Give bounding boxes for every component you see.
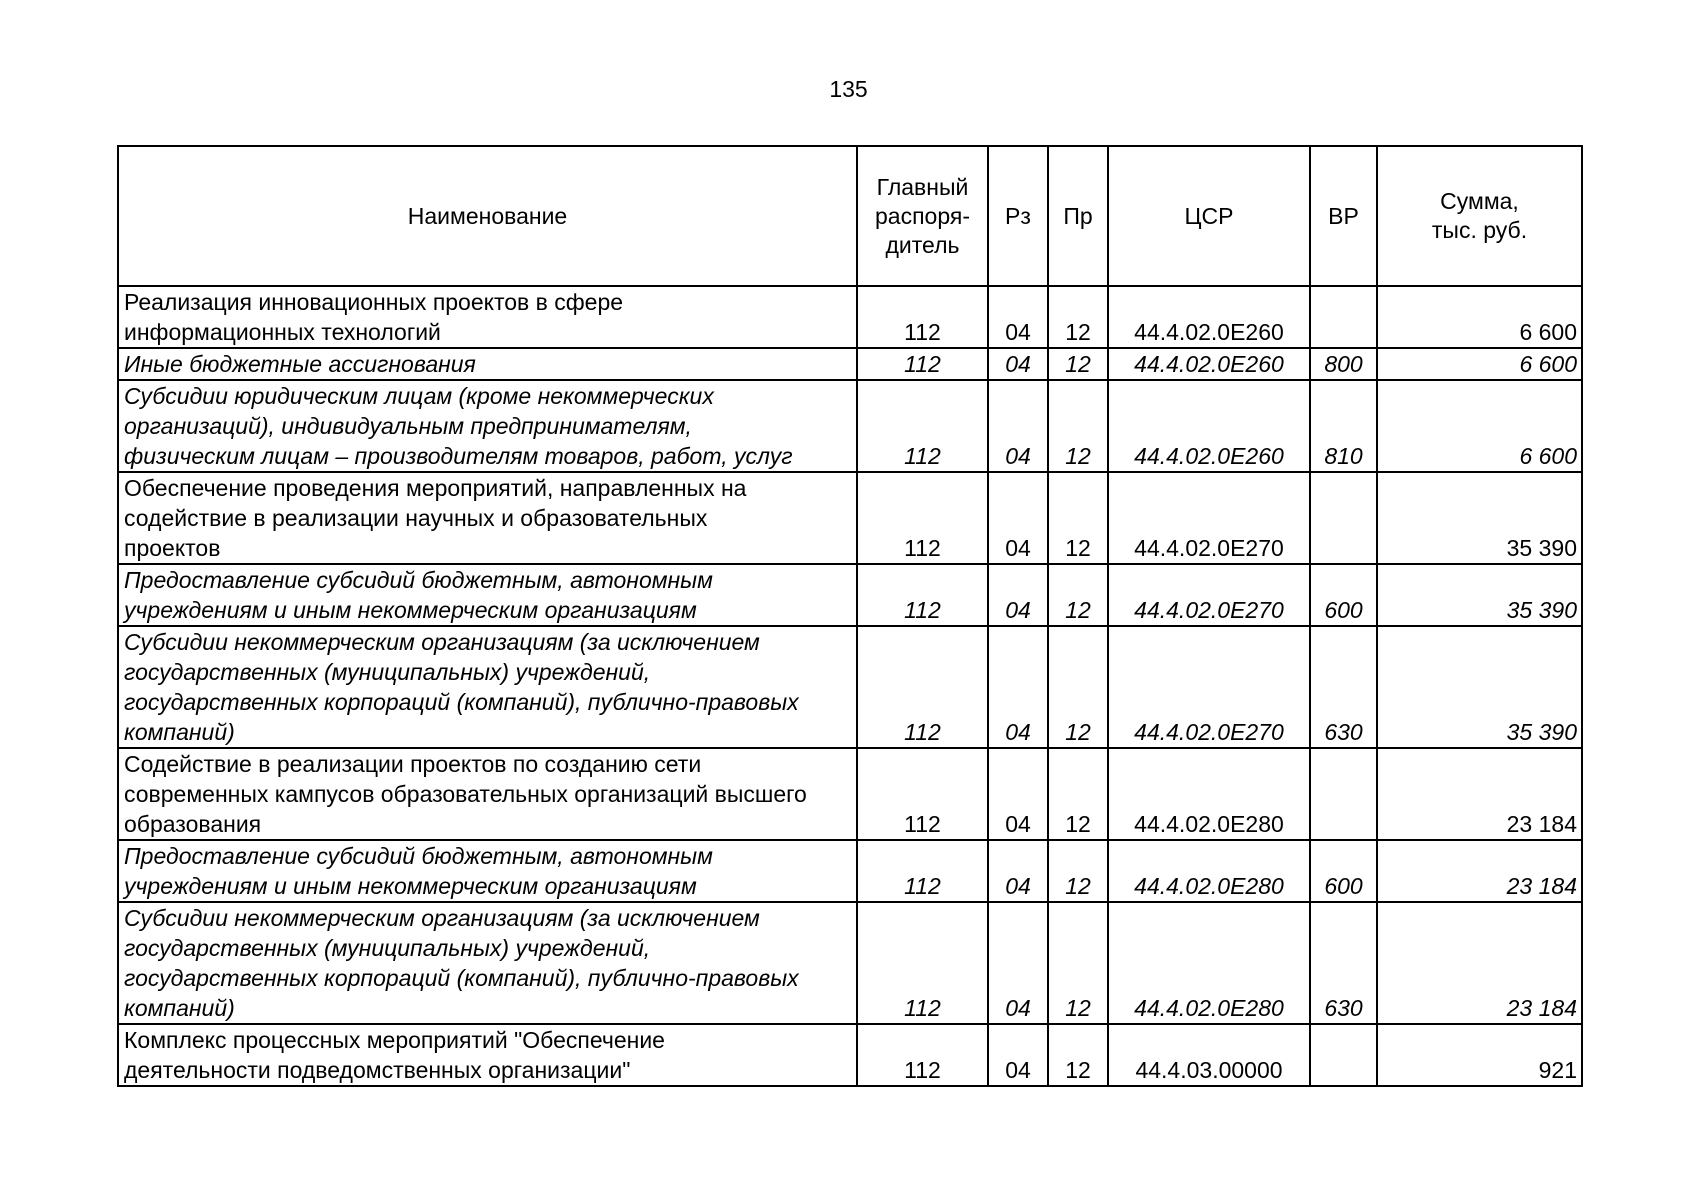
table-row [118, 564, 1582, 626]
col-header-vr: ВР [1310, 146, 1377, 286]
table-body [118, 286, 1582, 1086]
cell-vr: 800 [1310, 348, 1377, 380]
cell-gl: 112 [857, 1024, 988, 1086]
table-row [118, 902, 1582, 1024]
col-header-pr: Пр [1048, 146, 1108, 286]
cell-gl: 112 [857, 286, 988, 348]
cell-name-line: компаний) [124, 719, 235, 745]
col-header-gl-line: дитель [885, 231, 960, 258]
cell-sum: 23 184 [1377, 840, 1582, 902]
cell-gl: 112 [857, 840, 988, 902]
cell-sum: 35 390 [1377, 472, 1582, 564]
cell-name-line: Обеспечение проведения мероприятий, направленных на [124, 475, 747, 501]
cell-csr: 44.4.02.0Е280 [1108, 902, 1310, 1024]
col-header-sum-line: тыс. руб. [1431, 217, 1528, 243]
cell-pr: 12 [1048, 286, 1108, 348]
col-header-gl-line: распоря- [875, 202, 970, 229]
cell-rz: 04 [988, 380, 1048, 472]
cell-csr: 44.4.02.0Е280 [1108, 840, 1310, 902]
cell-name [118, 380, 857, 472]
cell-pr: 12 [1048, 626, 1108, 748]
cell-gl: 112 [857, 380, 988, 472]
cell-pr: 12 [1048, 1024, 1108, 1086]
cell-gl: 112 [857, 348, 988, 380]
cell-csr: 44.4.02.0Е260 [1108, 348, 1310, 380]
cell-name-line: государственных (муниципальных) учреждений, [124, 935, 651, 961]
cell-vr: 600 [1310, 564, 1377, 626]
cell-name-line: современных кампусов образовательных организаций высшего [124, 781, 807, 807]
cell-name-line: физическим лицам – производителям товаров, работ, услуг [124, 443, 793, 469]
cell-sum: 23 184 [1377, 902, 1582, 1024]
cell-csr: 44.4.02.0Е280 [1108, 748, 1310, 840]
cell-name-line: Содействие в реализации проектов по созданию сети [124, 751, 702, 777]
cell-gl: 112 [857, 626, 988, 748]
col-header-name: Наименование [118, 146, 857, 286]
cell-rz: 04 [988, 748, 1048, 840]
cell-gl: 112 [857, 748, 988, 840]
cell-csr: 44.4.03.00000 [1108, 1024, 1310, 1086]
cell-sum: 35 390 [1377, 626, 1582, 748]
cell-name-line: компаний) [124, 995, 235, 1021]
cell-gl: 112 [857, 902, 988, 1024]
cell-name [118, 626, 857, 748]
cell-vr: 600 [1310, 840, 1377, 902]
cell-sum: 6 600 [1377, 286, 1582, 348]
cell-csr: 44.4.02.0Е270 [1108, 564, 1310, 626]
col-header-gl [857, 146, 988, 286]
cell-name [118, 748, 857, 840]
cell-name-line: государственных корпораций (компаний), публично-правовых [124, 965, 799, 991]
cell-sum: 23 184 [1377, 748, 1582, 840]
table-row [118, 286, 1582, 348]
cell-name-line: проектов [124, 535, 221, 561]
col-header-gl-line: Главный [876, 173, 969, 200]
cell-name-line: образования [124, 811, 262, 837]
cell-name-line: Иные бюджетные ассигнования [124, 351, 476, 377]
cell-pr: 12 [1048, 840, 1108, 902]
header-row [118, 146, 1582, 286]
cell-rz: 04 [988, 840, 1048, 902]
cell-name [118, 564, 857, 626]
budget-table [117, 145, 1583, 1087]
cell-csr: 44.4.02.0Е270 [1108, 626, 1310, 748]
cell-name-line: Реализация инновационных проектов в сфере [124, 289, 624, 315]
cell-name-line: учреждениям и иным некоммерческим организациям [124, 873, 697, 899]
cell-rz: 04 [988, 348, 1048, 380]
col-header-rz: Рз [988, 146, 1048, 286]
cell-vr: 630 [1310, 626, 1377, 748]
cell-name-line: Предоставление субсидий бюджетным, автономным [124, 843, 713, 869]
cell-rz: 04 [988, 286, 1048, 348]
cell-csr: 44.4.02.0Е270 [1108, 472, 1310, 564]
cell-name-line: государственных корпораций (компаний), публично-правовых [124, 689, 799, 715]
cell-gl: 112 [857, 564, 988, 626]
cell-name-line: Комплекс процессных мероприятий "Обеспечение [124, 1027, 665, 1053]
cell-name-line: организаций), индивидуальным предпринимателям, [124, 413, 692, 439]
col-header-csr: ЦСР [1108, 146, 1310, 286]
cell-pr: 12 [1048, 902, 1108, 1024]
table-row [118, 840, 1582, 902]
table-row [118, 472, 1582, 564]
cell-sum: 6 600 [1377, 380, 1582, 472]
cell-name [118, 286, 857, 348]
table-row [118, 348, 1582, 380]
cell-name [118, 472, 857, 564]
page-number: 135 [829, 76, 868, 102]
cell-name-line: Субсидии некоммерческим организациям (за исключением [124, 629, 760, 655]
cell-pr: 12 [1048, 380, 1108, 472]
cell-sum: 35 390 [1377, 564, 1582, 626]
cell-rz: 04 [988, 1024, 1048, 1086]
cell-gl: 112 [857, 472, 988, 564]
table-row [118, 626, 1582, 748]
cell-vr [1310, 748, 1377, 840]
table-row [118, 1024, 1582, 1086]
cell-name [118, 902, 857, 1024]
table-row [118, 380, 1582, 472]
cell-rz: 04 [988, 626, 1048, 748]
cell-name-line: учреждениям и иным некоммерческим организациям [124, 597, 697, 623]
cell-vr: 810 [1310, 380, 1377, 472]
cell-name [118, 840, 857, 902]
cell-pr: 12 [1048, 348, 1108, 380]
cell-vr: 630 [1310, 902, 1377, 1024]
cell-name [118, 348, 857, 380]
cell-name [118, 1024, 857, 1086]
cell-name-line: Субсидии некоммерческим организациям (за исключением [124, 905, 760, 931]
cell-csr: 44.4.02.0Е260 [1108, 380, 1310, 472]
table-row [118, 748, 1582, 840]
cell-pr: 12 [1048, 748, 1108, 840]
cell-vr [1310, 472, 1377, 564]
cell-rz: 04 [988, 564, 1048, 626]
cell-rz: 04 [988, 902, 1048, 1024]
cell-name-line: государственных (муниципальных) учреждений, [124, 659, 651, 685]
cell-vr [1310, 286, 1377, 348]
cell-csr: 44.4.02.0Е260 [1108, 286, 1310, 348]
cell-name-line: информационных технологий [124, 319, 441, 345]
cell-name-line: Субсидии юридическим лицам (кроме некоммерческих [124, 383, 714, 409]
cell-pr: 12 [1048, 472, 1108, 564]
col-header-sum [1377, 146, 1582, 286]
col-header-sum-line: Сумма, [1440, 188, 1519, 214]
cell-vr [1310, 1024, 1377, 1086]
cell-name-line: содействие в реализации научных и образовательных [124, 505, 708, 531]
cell-name-line: Предоставление субсидий бюджетным, автономным [124, 567, 713, 593]
cell-name-line: деятельности подведомственных организации" [124, 1057, 631, 1083]
cell-pr: 12 [1048, 564, 1108, 626]
cell-sum: 921 [1377, 1024, 1582, 1086]
cell-sum: 6 600 [1377, 348, 1582, 380]
cell-rz: 04 [988, 472, 1048, 564]
